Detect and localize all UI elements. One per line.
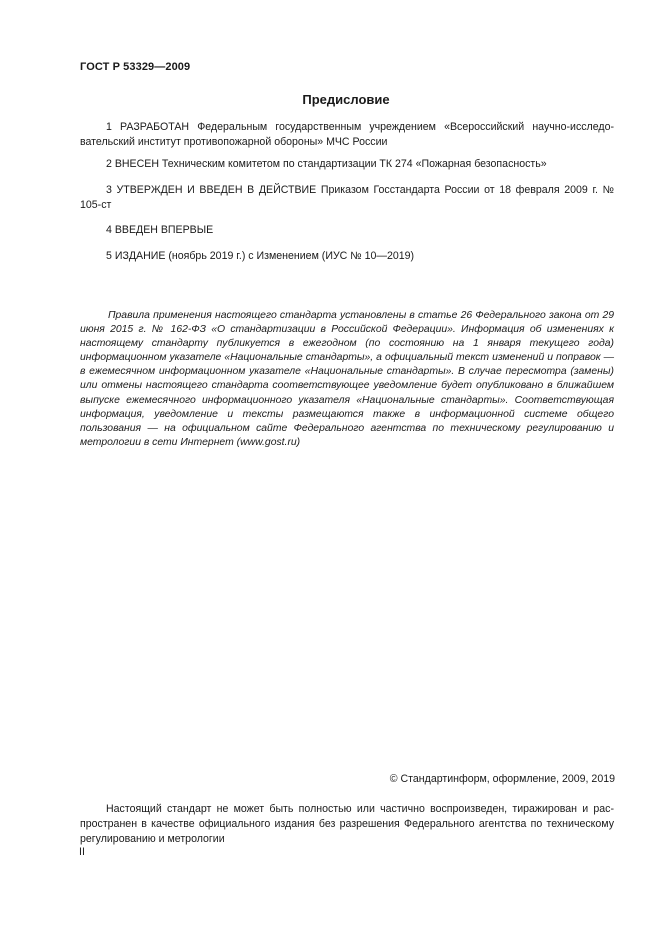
foreword-item-2: 2 ВНЕСЕН Техническим комитетом по стандартизации ТК 274 «Пожарная безопасность» [106,158,547,170]
standard-code: ГОСТ Р 53329—2009 [80,61,191,73]
application-rules-note: Правила применения настоящего стандарта установлены в статье 26 Федерального закона от 29 июня 2015 г. № 162-ФЗ «О стандартизации в Российской Федерации». Информация об изменениях к настоящему стандарту публикуется в ежегодном (по состоянию на 1 января текущего года) информационном указателе «Национальные стандарты», а официальный текст изменений и поправок — в ежемесячном информационном указателе «Национальные стандарты». В случае пересмотра (замены) или отмены настоящего стандарта соответствующее уведомление будет опубликовано в ближайшем выпуске ежемесячного информационного указателя «Национальные стандарты». Соответствующая информация, уведомление и тексты размещаются также в информационной системе общего пользования — на официальном сайте Федерального агентства по техническому регулированию и метрологии в сети Интернет (www.gost.ru) [80,310,614,448]
foreword-item-5: 5 ИЗДАНИЕ (ноябрь 2019 г.) с Изменением (ИУС № 10—2019) [106,250,415,262]
foreword-item-4: 4 ВВЕДЕН ВПЕРВЫЕ [106,224,214,236]
reproduction-notice: Настоящий стандарт не может быть полностью или частично воспроизведен, тиражирован и распространен в качестве официального издания без разрешения Федерального агентства по техническому регулированию и метрологии [80,803,614,845]
foreword-item-3: 3 УТВЕРЖДЕН И ВВЕДЕН В ДЕЙСТВИЕ Приказом Госстандарта России от 18 февраля 2009 г. № 105-ст [80,184,614,211]
foreword-item-1: 1 РАЗРАБОТАН Федеральным государственным учреждением «Всероссийский научно-исследовательский институт противопожарной обороны» МЧС России [80,121,614,148]
page-title: Предисловие [302,92,390,107]
page-number: II [79,846,85,858]
copyright-line: © Стандартинформ, оформление, 2009, 2019 [389,773,615,785]
